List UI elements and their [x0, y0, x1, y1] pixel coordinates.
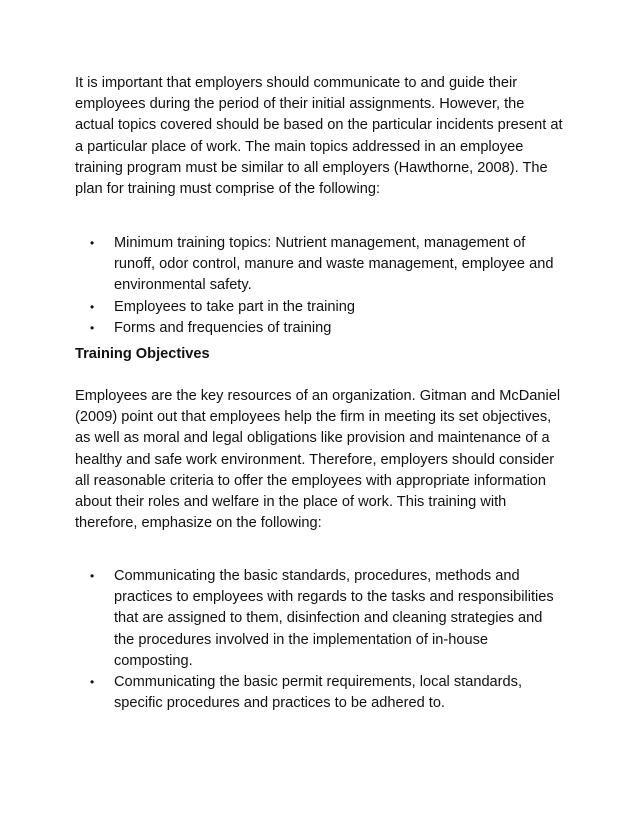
training-plan-list	[75, 233, 565, 339]
list-item-text: Forms and frequencies of training	[114, 319, 332, 336]
list-item	[75, 566, 565, 672]
intro-paragraph: It is important that employers should communicate to and guide their employees during the period of their initial assignments. However, the actual topics covered should be based on the particular incidents present at a particular place of work. The main topics addressed in an employee training program must be similar to all employers (Hawthorne, 2008). The plan for training must comprise of the following:	[75, 75, 563, 198]
bullet-icon: •	[90, 569, 95, 583]
objectives-list	[75, 566, 565, 714]
list-item-text: Communicating the basic standards, procedures, methods and practices to employees with regards to the tasks and responsibilities that are assigned to them, disinfection and cleaning strategies and the procedures involved in the implementation of in-house composting.	[114, 568, 554, 669]
list-item	[75, 233, 565, 297]
bullet-icon: •	[90, 299, 95, 314]
list-item	[75, 297, 565, 318]
list-item	[75, 318, 565, 339]
bullet-icon: •	[90, 236, 95, 250]
objectives-paragraph: Employees are the key resources of an organization. Gitman and McDaniel (2009) point out that employees help the firm in meeting its set objectives, as well as moral and legal obligations like provision and maintenance of a healthy and safe work environment. Therefore, employers should consider all reasonable criteria to offer the employees with appropriate information about their roles and welfare in the place of work. This training with therefore, emphasize on the following:	[75, 388, 561, 532]
list-item	[75, 672, 565, 714]
bullet-icon: •	[90, 675, 95, 690]
list-item-text: Minimum training topics: Nutrient management, management of runoff, odor control, manure and waste management, employee and environmental safety.	[114, 235, 554, 294]
list-item-text: Employees to take part in the training	[114, 298, 355, 315]
list-item-text: Communicating the basic permit requirements, local standards, specific procedures and practices to be adhered to.	[114, 674, 522, 712]
section-heading: Training Objectives	[75, 346, 210, 362]
bullet-icon: •	[90, 320, 95, 335]
